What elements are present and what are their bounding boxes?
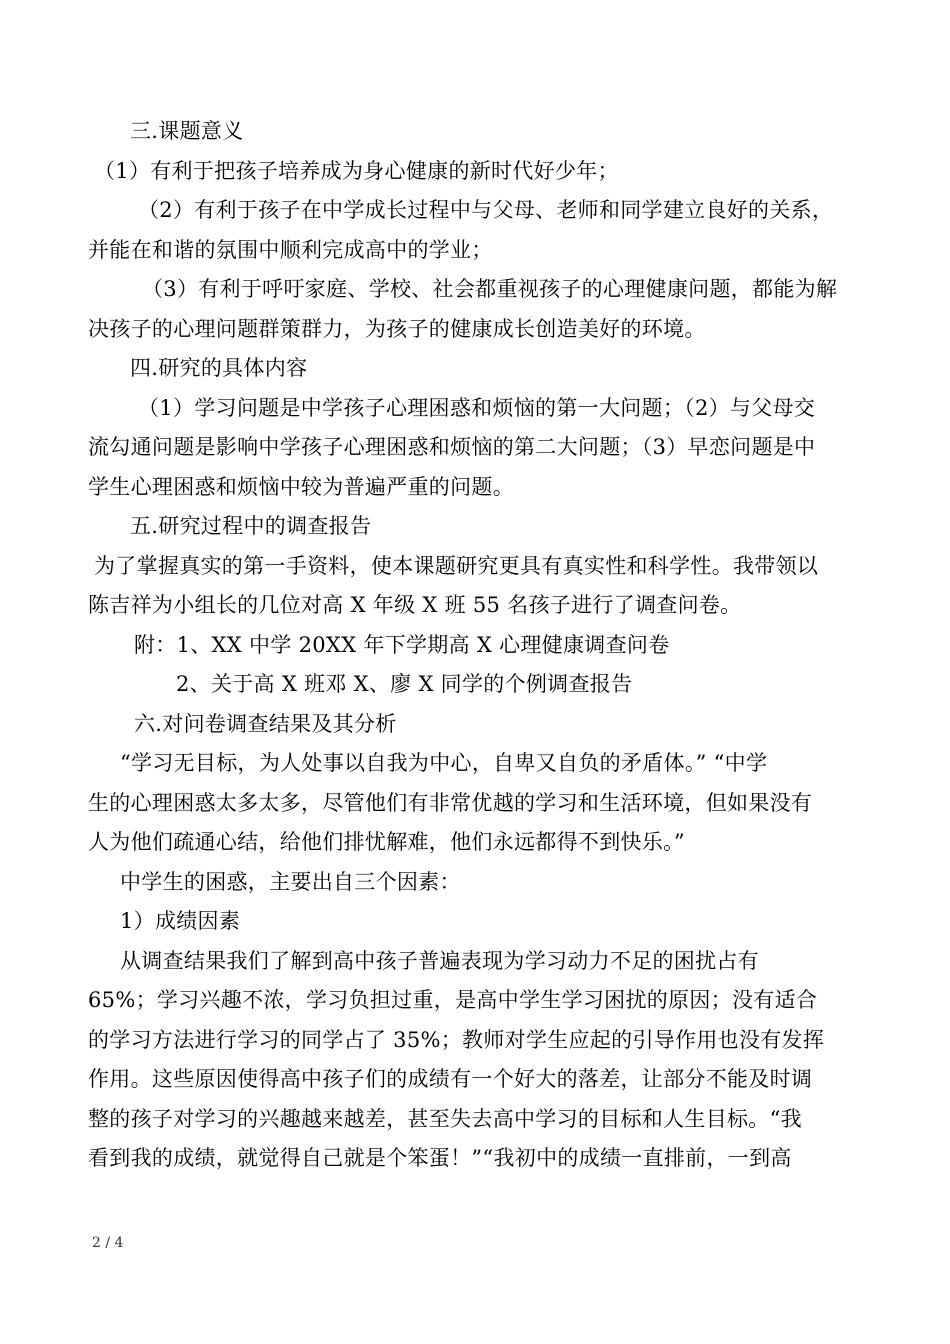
- text-line: 整的孩子对学习的兴趣越来越差，甚至失去高中学习的目标和人生目标。“我: [88, 1106, 802, 1131]
- text-line: 人为他们疏通心结，给他们排忧解难，他们永远都得不到快乐。”: [88, 830, 685, 854]
- text-line: 附：1、XX 中学 20XX 年下学期高 X 心理健康调查问卷: [134, 632, 670, 657]
- text-line: （1）学习问题是中学孩子心理困惑和烦恼的第一大问题；（2）与父母交: [138, 395, 816, 420]
- text-line: 1）成绩因素: [120, 909, 241, 933]
- text-line: 看到我的成绩，就觉得自己就是个笨蛋！”“我初中的成绩一直排前，一到高: [88, 1146, 792, 1170]
- text-line: 65%；学习兴趣不浓，学习负担过重，是高中学生学习困扰的原因；没有适合: [88, 988, 818, 1012]
- text-line: （2）有利于孩子在中学成长过程中与父母、老师和同学建立良好的关系，: [138, 198, 834, 222]
- text-line: 三.课题意义: [130, 119, 244, 143]
- document-body: [88, 112, 860, 1179]
- text-line: 从调查结果我们了解到高中孩子普遍表现为学习动力不足的困扰占有: [120, 948, 759, 973]
- text-line: 2、关于高 X 班邓 X、廖 X 同学的个例调查报告: [176, 672, 633, 696]
- text-line: 为了掌握真实的第一手资料，使本课题研究更具有真实性和科学性。我带领以: [94, 553, 819, 578]
- text-line: “学习无目标，为人处事以自我为中心，自卑又自负的矛盾体。” “中学: [120, 751, 768, 775]
- text-line: 陈吉祥为小组长的几位对高 X 年级 X 班 55 名孩子进行了调查问卷。: [88, 593, 742, 617]
- text-line: （1）有利于把孩子培养成为身心健康的新时代好少年；: [94, 158, 619, 183]
- text-line: 中学生的困惑，主要出自三个因素：: [120, 869, 461, 894]
- text-line: 作用。这些原因使得高中孩子们的成绩有一个好大的落差，让部分不能及时调: [88, 1067, 813, 1091]
- text-line: 五.研究过程中的调查报告: [130, 514, 372, 538]
- text-line: 生的心理困惑太多太多，尽管他们有非常优越的学习和生活环境，但如果没有: [88, 790, 813, 815]
- text-line: 并能在和谐的氛围中顺利完成高中的学业；: [88, 237, 493, 262]
- text-line: 六.对问卷调查结果及其分析: [134, 711, 397, 736]
- text-line: 决孩子的心理问题群策群力，为孩子的健康成长创造美好的环境。: [88, 316, 706, 341]
- page-number: 2 / 4: [92, 1235, 124, 1251]
- text-line: 学生心理困惑和烦恼中较为普遍严重的问题。: [88, 474, 514, 499]
- text-line: 流勾通问题是影响中学孩子心理困惑和烦恼的第二大问题；（3）早恋问题是中: [88, 435, 816, 459]
- text-line: 的学习方法进行学习的同学占了 35%；教师对学生应起的引导作用也没有发挥: [88, 1027, 825, 1052]
- text-line: 四.研究的具体内容: [130, 356, 308, 380]
- text-line: （3）有利于呼吁家庭、学校、社会都重视孩子的心理健康问题，都能为解: [142, 277, 838, 301]
